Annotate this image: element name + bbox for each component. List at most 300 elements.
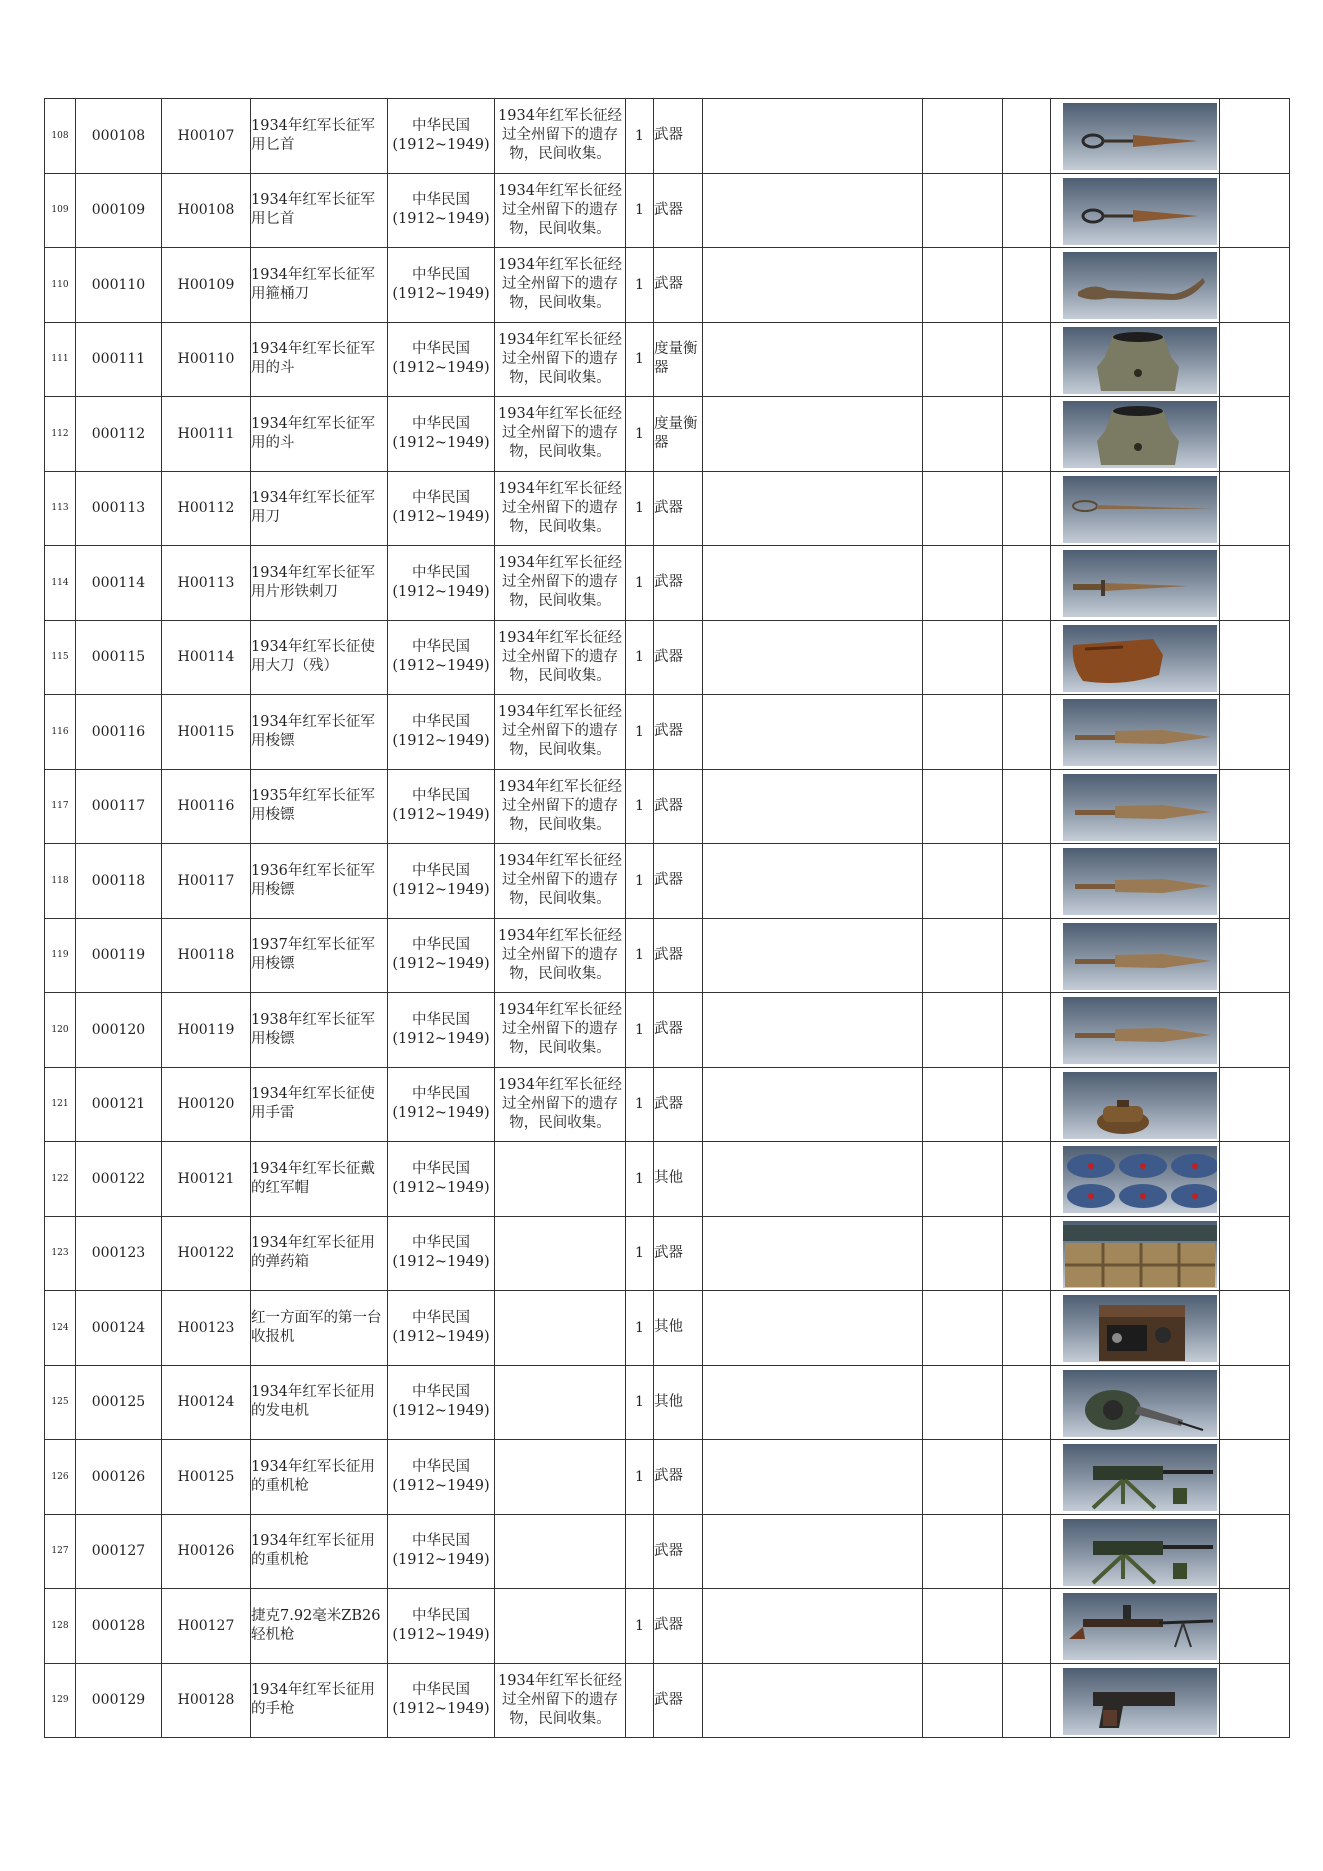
relic-quantity: 1 xyxy=(626,918,654,993)
blank-cell xyxy=(1003,1067,1051,1142)
registration-code: 000113 xyxy=(76,471,162,546)
seq-number: 124 xyxy=(45,1291,76,1366)
relic-category: 武器 xyxy=(654,993,703,1068)
blank-cell xyxy=(1220,1514,1290,1589)
accession-number: H00122 xyxy=(162,1216,251,1291)
blank-cell xyxy=(703,1663,923,1738)
relic-category: 度量衡器 xyxy=(654,322,703,397)
relic-category: 武器 xyxy=(654,769,703,844)
relic-category: 武器 xyxy=(654,99,703,174)
registration-code: 000116 xyxy=(76,695,162,770)
relic-name: 1934年红军长征军用的斗 xyxy=(251,397,388,472)
relic-category: 武器 xyxy=(654,918,703,993)
seq-number: 115 xyxy=(45,620,76,695)
blank-cell xyxy=(1220,1440,1290,1515)
photo-cell xyxy=(1051,993,1220,1068)
blank-cell xyxy=(1220,322,1290,397)
seq-number: 113 xyxy=(45,471,76,546)
blank-cell xyxy=(923,173,1003,248)
photo-cell xyxy=(1051,918,1220,993)
seq-number: 121 xyxy=(45,1067,76,1142)
blank-cell xyxy=(1003,1440,1051,1515)
photo-cell xyxy=(1051,1291,1220,1366)
registration-code: 000120 xyxy=(76,993,162,1068)
blank-cell xyxy=(703,1067,923,1142)
table-row xyxy=(45,1067,1290,1142)
photo-cell xyxy=(1051,1440,1220,1515)
relic-name: 1934年红军长征使用大刀（残） xyxy=(251,620,388,695)
blank-cell xyxy=(923,620,1003,695)
table-row xyxy=(45,1440,1290,1515)
blank-cell xyxy=(923,1589,1003,1664)
relic-era: 中华民国 (1912~1949) xyxy=(388,471,495,546)
blank-cell xyxy=(703,322,923,397)
relic-era: 中华民国 (1912~1949) xyxy=(388,546,495,621)
relic-category: 武器 xyxy=(654,1514,703,1589)
relic-name: 1937年红军长征军用梭镖 xyxy=(251,918,388,993)
seq-number: 126 xyxy=(45,1440,76,1515)
photo-cell xyxy=(1051,1589,1220,1664)
relic-era: 中华民国 (1912~1949) xyxy=(388,1067,495,1142)
accession-number: H00123 xyxy=(162,1291,251,1366)
relic-era: 中华民国 (1912~1949) xyxy=(388,1440,495,1515)
blank-cell xyxy=(923,1440,1003,1515)
photo-cell xyxy=(1051,1142,1220,1217)
relic-name: 1934年红军长征用的重机枪 xyxy=(251,1440,388,1515)
registration-code: 000115 xyxy=(76,620,162,695)
table-row xyxy=(45,1365,1290,1440)
registration-code: 000108 xyxy=(76,99,162,174)
table-row xyxy=(45,695,1290,770)
blank-cell xyxy=(923,993,1003,1068)
relic-era: 中华民国 (1912~1949) xyxy=(388,1589,495,1664)
ammo-box-icon xyxy=(1063,1221,1217,1288)
relic-era: 中华民国 (1912~1949) xyxy=(388,1663,495,1738)
accession-number: H00119 xyxy=(162,993,251,1068)
relic-quantity: 1 xyxy=(626,471,654,546)
relic-source: 1934年红军长征经过全州留下的遗存物，民间收集。 xyxy=(495,1067,626,1142)
photo-cell xyxy=(1051,1365,1220,1440)
relic-category: 武器 xyxy=(654,546,703,621)
light-machine-gun-icon xyxy=(1063,1593,1217,1660)
accession-number: H00126 xyxy=(162,1514,251,1589)
dagger-icon xyxy=(1063,103,1217,170)
blank-cell xyxy=(703,993,923,1068)
blank-cell xyxy=(923,248,1003,323)
photo-cell xyxy=(1051,620,1220,695)
blank-cell xyxy=(923,546,1003,621)
blank-cell xyxy=(1220,471,1290,546)
relic-category: 武器 xyxy=(654,173,703,248)
blank-cell xyxy=(1220,99,1290,174)
relic-name: 1934年红军长征军用匕首 xyxy=(251,173,388,248)
accession-number: H00114 xyxy=(162,620,251,695)
blank-cell xyxy=(1220,397,1290,472)
table-row xyxy=(45,322,1290,397)
accession-number: H00115 xyxy=(162,695,251,770)
table-row xyxy=(45,397,1290,472)
blank-cell xyxy=(703,918,923,993)
relic-source xyxy=(495,1440,626,1515)
relic-quantity: 1 xyxy=(626,620,654,695)
blank-cell xyxy=(1003,173,1051,248)
seq-number: 122 xyxy=(45,1142,76,1217)
blank-cell xyxy=(1003,1663,1051,1738)
relic-category: 武器 xyxy=(654,1663,703,1738)
table-row xyxy=(45,918,1290,993)
blank-cell xyxy=(1003,1216,1051,1291)
relic-quantity: 1 xyxy=(626,1216,654,1291)
relic-era: 中华民国 (1912~1949) xyxy=(388,173,495,248)
knife-icon xyxy=(1063,476,1217,543)
measuring-dou-icon xyxy=(1063,327,1217,394)
relic-era: 中华民国 (1912~1949) xyxy=(388,769,495,844)
relic-category: 武器 xyxy=(654,1216,703,1291)
registration-code: 000118 xyxy=(76,844,162,919)
relic-era: 中华民国 (1912~1949) xyxy=(388,1142,495,1217)
relic-name: 1934年红军长征戴的红军帽 xyxy=(251,1142,388,1217)
spearhead-icon xyxy=(1063,774,1217,841)
blank-cell xyxy=(1003,546,1051,621)
photo-cell xyxy=(1051,322,1220,397)
relic-name: 1934年红军长征用的发电机 xyxy=(251,1365,388,1440)
relic-category: 武器 xyxy=(654,1440,703,1515)
army-caps-icon xyxy=(1063,1146,1217,1213)
photo-cell xyxy=(1051,546,1220,621)
blank-cell xyxy=(1220,695,1290,770)
blank-cell xyxy=(1220,1291,1290,1366)
photo-cell xyxy=(1051,695,1220,770)
relic-quantity: 1 xyxy=(626,993,654,1068)
blank-cell xyxy=(703,99,923,174)
blank-cell xyxy=(1003,695,1051,770)
accession-number: H00111 xyxy=(162,397,251,472)
relic-source: 1934年红军长征经过全州留下的遗存物，民间收集。 xyxy=(495,99,626,174)
table-row xyxy=(45,248,1290,323)
blank-cell xyxy=(703,1514,923,1589)
photo-cell xyxy=(1051,1216,1220,1291)
relic-era: 中华民国 (1912~1949) xyxy=(388,993,495,1068)
accession-number: H00109 xyxy=(162,248,251,323)
blank-cell xyxy=(1003,471,1051,546)
photo-cell xyxy=(1051,769,1220,844)
registration-code: 000125 xyxy=(76,1365,162,1440)
relic-inventory-table xyxy=(44,98,1290,1738)
seq-number: 108 xyxy=(45,99,76,174)
relic-category: 武器 xyxy=(654,695,703,770)
table-row xyxy=(45,993,1290,1068)
accession-number: H00125 xyxy=(162,1440,251,1515)
blank-cell xyxy=(1003,248,1051,323)
relic-source xyxy=(495,1514,626,1589)
table-row xyxy=(45,1291,1290,1366)
relic-quantity: 1 xyxy=(626,397,654,472)
blank-cell xyxy=(923,1067,1003,1142)
blank-cell xyxy=(1220,918,1290,993)
relic-era: 中华民国 (1912~1949) xyxy=(388,1365,495,1440)
relic-era: 中华民国 (1912~1949) xyxy=(388,620,495,695)
photo-cell xyxy=(1051,844,1220,919)
relic-category: 其他 xyxy=(654,1365,703,1440)
blank-cell xyxy=(703,1216,923,1291)
relic-source: 1934年红军长征经过全州留下的遗存物，民间收集。 xyxy=(495,546,626,621)
seq-number: 110 xyxy=(45,248,76,323)
relic-name: 1934年红军长征军用片形铁刺刀 xyxy=(251,546,388,621)
relic-source: 1934年红军长征经过全州留下的遗存物，民间收集。 xyxy=(495,844,626,919)
blank-cell xyxy=(1220,248,1290,323)
relic-era: 中华民国 (1912~1949) xyxy=(388,99,495,174)
blank-cell xyxy=(1003,1365,1051,1440)
blank-cell xyxy=(703,173,923,248)
relic-era: 中华民国 (1912~1949) xyxy=(388,695,495,770)
blank-cell xyxy=(923,99,1003,174)
photo-cell xyxy=(1051,471,1220,546)
relic-name: 1934年红军长征用的弹药箱 xyxy=(251,1216,388,1291)
table-row xyxy=(45,1142,1290,1217)
seq-number: 111 xyxy=(45,322,76,397)
blank-cell xyxy=(923,918,1003,993)
blank-cell xyxy=(1220,1365,1290,1440)
measuring-dou-icon xyxy=(1063,401,1217,468)
blank-cell xyxy=(703,1291,923,1366)
blank-cell xyxy=(703,1440,923,1515)
blank-cell xyxy=(1003,993,1051,1068)
registration-code: 000119 xyxy=(76,918,162,993)
relic-category: 武器 xyxy=(654,1589,703,1664)
pistol-icon xyxy=(1063,1668,1217,1735)
relic-name: 1934年红军长征军用箍桶刀 xyxy=(251,248,388,323)
blank-cell xyxy=(1003,1589,1051,1664)
relic-source: 1934年红军长征经过全州留下的遗存物，民间收集。 xyxy=(495,248,626,323)
relic-era: 中华民国 (1912~1949) xyxy=(388,918,495,993)
blank-cell xyxy=(1220,620,1290,695)
blank-cell xyxy=(1003,397,1051,472)
seq-number: 109 xyxy=(45,173,76,248)
relic-category: 武器 xyxy=(654,1067,703,1142)
accession-number: H00108 xyxy=(162,173,251,248)
registration-code: 000114 xyxy=(76,546,162,621)
generator-icon xyxy=(1063,1370,1217,1437)
blank-cell xyxy=(1003,1291,1051,1366)
blank-cell xyxy=(703,1142,923,1217)
relic-name: 红一方面军的第一台收报机 xyxy=(251,1291,388,1366)
blank-cell xyxy=(1003,99,1051,174)
relic-name: 1934年红军长征用的手枪 xyxy=(251,1663,388,1738)
relic-source: 1934年红军长征经过全州留下的遗存物，民间收集。 xyxy=(495,1663,626,1738)
accession-number: H00124 xyxy=(162,1365,251,1440)
seq-number: 123 xyxy=(45,1216,76,1291)
blank-cell xyxy=(703,248,923,323)
relic-quantity: 1 xyxy=(626,173,654,248)
table-row xyxy=(45,620,1290,695)
relic-quantity: 1 xyxy=(626,1365,654,1440)
registration-code: 000124 xyxy=(76,1291,162,1366)
relic-source xyxy=(495,1365,626,1440)
relic-quantity: 1 xyxy=(626,1589,654,1664)
blank-cell xyxy=(1220,546,1290,621)
radio-receiver-icon xyxy=(1063,1295,1217,1362)
registration-code: 000109 xyxy=(76,173,162,248)
seq-number: 117 xyxy=(45,769,76,844)
relic-quantity: 1 xyxy=(626,1067,654,1142)
relic-category: 武器 xyxy=(654,844,703,919)
relic-name: 1934年红军长征军用的斗 xyxy=(251,322,388,397)
seq-number: 118 xyxy=(45,844,76,919)
registration-code: 000129 xyxy=(76,1663,162,1738)
registration-code: 000110 xyxy=(76,248,162,323)
table-row xyxy=(45,471,1290,546)
relic-name: 1936年红军长征军用梭镖 xyxy=(251,844,388,919)
relic-source: 1934年红军长征经过全州留下的遗存物，民间收集。 xyxy=(495,620,626,695)
bayonet-icon xyxy=(1063,550,1217,617)
registration-code: 000127 xyxy=(76,1514,162,1589)
accession-number: H00113 xyxy=(162,546,251,621)
relic-name: 1934年红军长征军用匕首 xyxy=(251,99,388,174)
heavy-machine-gun-icon xyxy=(1063,1519,1217,1586)
relic-source: 1934年红军长征经过全州留下的遗存物，民间收集。 xyxy=(495,322,626,397)
table-row xyxy=(45,1216,1290,1291)
photo-cell xyxy=(1051,173,1220,248)
relic-source xyxy=(495,1142,626,1217)
photo-cell xyxy=(1051,397,1220,472)
table-row xyxy=(45,173,1290,248)
relic-quantity: 1 xyxy=(626,546,654,621)
relic-source: 1934年红军长征经过全州留下的遗存物，民间收集。 xyxy=(495,769,626,844)
blank-cell xyxy=(923,1216,1003,1291)
blank-cell xyxy=(703,620,923,695)
accession-number: H00116 xyxy=(162,769,251,844)
blank-cell xyxy=(1220,769,1290,844)
seq-number: 125 xyxy=(45,1365,76,1440)
accession-number: H00107 xyxy=(162,99,251,174)
blank-cell xyxy=(1220,173,1290,248)
relic-quantity: 1 xyxy=(626,1291,654,1366)
relic-era: 中华民国 (1912~1949) xyxy=(388,1514,495,1589)
blank-cell xyxy=(923,1365,1003,1440)
blank-cell xyxy=(923,322,1003,397)
relic-name: 1935年红军长征军用梭镖 xyxy=(251,769,388,844)
broad-blade-icon xyxy=(1063,625,1217,692)
registration-code: 000117 xyxy=(76,769,162,844)
blank-cell xyxy=(1220,844,1290,919)
accession-number: H00117 xyxy=(162,844,251,919)
seq-number: 114 xyxy=(45,546,76,621)
blank-cell xyxy=(1220,1142,1290,1217)
relic-source: 1934年红军长征经过全州留下的遗存物，民间收集。 xyxy=(495,397,626,472)
relic-quantity: 1 xyxy=(626,322,654,397)
relic-category: 武器 xyxy=(654,471,703,546)
relic-source xyxy=(495,1589,626,1664)
relic-name: 1934年红军长征军用梭镖 xyxy=(251,695,388,770)
relic-source: 1934年红军长征经过全州留下的遗存物，民间收集。 xyxy=(495,993,626,1068)
accession-number: H00128 xyxy=(162,1663,251,1738)
relic-source: 1934年红军长征经过全州留下的遗存物，民间收集。 xyxy=(495,918,626,993)
blank-cell xyxy=(1003,1142,1051,1217)
seq-number: 120 xyxy=(45,993,76,1068)
heavy-machine-gun-icon xyxy=(1063,1444,1217,1511)
relic-quantity: 1 xyxy=(626,769,654,844)
blank-cell xyxy=(923,471,1003,546)
blank-cell xyxy=(923,769,1003,844)
accession-number: H00110 xyxy=(162,322,251,397)
relic-quantity: 1 xyxy=(626,1142,654,1217)
relic-category: 其他 xyxy=(654,1291,703,1366)
relic-name: 1934年红军长征军用刀 xyxy=(251,471,388,546)
relic-quantity: 1 xyxy=(626,844,654,919)
blank-cell xyxy=(703,1365,923,1440)
table-row xyxy=(45,1514,1290,1589)
blank-cell xyxy=(703,1589,923,1664)
relic-era: 中华民国 (1912~1949) xyxy=(388,1291,495,1366)
blank-cell xyxy=(703,844,923,919)
registration-code: 000121 xyxy=(76,1067,162,1142)
blank-cell xyxy=(1220,1589,1290,1664)
registration-code: 000122 xyxy=(76,1142,162,1217)
spearhead-icon xyxy=(1063,923,1217,990)
accession-number: H00121 xyxy=(162,1142,251,1217)
relic-name: 1938年红军长征军用梭镖 xyxy=(251,993,388,1068)
photo-cell xyxy=(1051,1067,1220,1142)
relic-category: 武器 xyxy=(654,248,703,323)
blank-cell xyxy=(923,695,1003,770)
blank-cell xyxy=(923,1663,1003,1738)
registration-code: 000112 xyxy=(76,397,162,472)
table-row xyxy=(45,1663,1290,1738)
blank-cell xyxy=(1220,1663,1290,1738)
blank-cell xyxy=(923,397,1003,472)
seq-number: 112 xyxy=(45,397,76,472)
blank-cell xyxy=(923,1291,1003,1366)
relic-name: 捷克7.92毫米ZB26轻机枪 xyxy=(251,1589,388,1664)
curved-blade-icon xyxy=(1063,252,1217,319)
blank-cell xyxy=(703,546,923,621)
registration-code: 000126 xyxy=(76,1440,162,1515)
blank-cell xyxy=(1220,1216,1290,1291)
blank-cell xyxy=(923,1142,1003,1217)
seq-number: 128 xyxy=(45,1589,76,1664)
relic-era: 中华民国 (1912~1949) xyxy=(388,1216,495,1291)
blank-cell xyxy=(923,1514,1003,1589)
blank-cell xyxy=(1003,322,1051,397)
spearhead-icon xyxy=(1063,848,1217,915)
accession-number: H00112 xyxy=(162,471,251,546)
table-row xyxy=(45,99,1290,174)
photo-cell xyxy=(1051,1514,1220,1589)
blank-cell xyxy=(703,397,923,472)
registration-code: 000123 xyxy=(76,1216,162,1291)
accession-number: H00127 xyxy=(162,1589,251,1664)
relic-source: 1934年红军长征经过全州留下的遗存物，民间收集。 xyxy=(495,471,626,546)
blank-cell xyxy=(1220,993,1290,1068)
relic-category: 武器 xyxy=(654,620,703,695)
accession-number: H00118 xyxy=(162,918,251,993)
table-row xyxy=(45,769,1290,844)
photo-cell xyxy=(1051,248,1220,323)
relic-quantity: 1 xyxy=(626,695,654,770)
relic-era: 中华民国 (1912~1949) xyxy=(388,322,495,397)
blank-cell xyxy=(1220,1067,1290,1142)
blank-cell xyxy=(1003,769,1051,844)
seq-number: 127 xyxy=(45,1514,76,1589)
relic-era: 中华民国 (1912~1949) xyxy=(388,248,495,323)
registration-code: 000111 xyxy=(76,322,162,397)
photo-cell xyxy=(1051,99,1220,174)
dagger-icon xyxy=(1063,178,1217,245)
relic-era: 中华民国 (1912~1949) xyxy=(388,397,495,472)
blank-cell xyxy=(703,471,923,546)
blank-cell xyxy=(703,695,923,770)
spearhead-icon xyxy=(1063,997,1217,1064)
